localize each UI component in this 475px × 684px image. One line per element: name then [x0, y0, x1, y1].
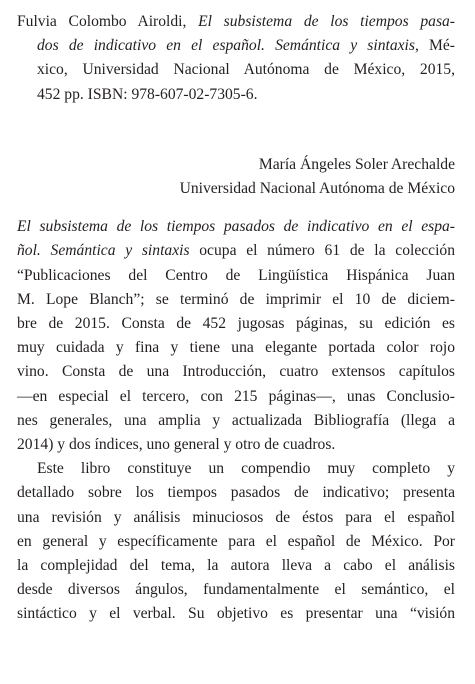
paragraph-2-line: una revisión y análisis minuciosos de éstos para el español [17, 508, 455, 526]
paragraph-2-line: sintáctico y el verbal. Su objetivo es presentar una “visión [17, 605, 455, 623]
paragraph-1-line: ñol. Semántica y sintaxis ocupa el número 61 de la colección [17, 242, 456, 260]
reference-text-part: 452 pp. ISBN: 978-607-02-7305-6. [37, 85, 258, 103]
paragraph-1-line: 2014) y dos índices, uno general y otro de cuadros. [17, 436, 336, 454]
paragraph-1-line: muy cuidada y fina y tiene una elegante portada color rojo [17, 339, 455, 357]
reference-line-3 [17, 58, 455, 82]
paragraph-1 [17, 215, 455, 457]
paragraph-1-line: “Publicaciones del Centro de Lingüística Hispánica Juan [17, 266, 455, 284]
paragraph-1-line: vino. Consta de una Introducción, cuatro extensos capítulos [17, 363, 455, 381]
bibliographic-reference [17, 10, 455, 107]
reference-line-4 [17, 83, 455, 107]
reviewer-affiliation: Universidad Nacional Autónoma de México [179, 180, 455, 198]
paragraph-2-line: la complejidad del tema, la autora lleva a cabo el análisis [17, 557, 455, 575]
reference-title-part: El subsistema de los tiempos pasa- [198, 13, 456, 30]
paragraph-1-line: M. Lope Blanch”; se terminó de imprimir el 10 de diciem- [17, 290, 455, 308]
document-page [17, 10, 455, 627]
reference-line-2 [17, 34, 455, 58]
reviewer-signature [17, 153, 455, 201]
reference-title-part: dos de indicativo en el español. Semántica y sintaxis [37, 37, 415, 55]
paragraph-1-line: —en especial el tercero, con 215 páginas—, unas Conclusio- [17, 387, 455, 405]
paragraph-2 [17, 457, 455, 626]
paragraph-2-line: desde diversos ángulos, fundamentalmente el semántico, el [17, 581, 455, 599]
paragraph-2-line: Este libro constituye un compendio muy completo y [37, 460, 455, 478]
paragraph-2-line: en general y específicamente para el español de México. Por [17, 532, 455, 550]
paragraph-1-line: nes generales, una amplia y actualizada Bibliografía (llega a [17, 411, 455, 429]
paragraph-1-line: El subsistema de los tiempos pasados de indicativo en el espa- [17, 218, 455, 236]
paragraph-2-line: detallado sobre los tiempos pasados de indicativo; presenta [17, 484, 455, 502]
paragraph-1-line: bre de 2015. Consta de 452 jugosas páginas, su edición es [17, 315, 455, 333]
reference-text-part: xico, Universidad Nacional Autónoma de México, 2015, [37, 61, 455, 79]
reviewer-name: María Ángeles Soler Arechalde [258, 155, 455, 173]
reference-author: Fulvia Colombo Airoldi, [17, 13, 199, 30]
reference-text-part: , Mé- [414, 37, 455, 55]
reference-line-1 [17, 10, 455, 34]
